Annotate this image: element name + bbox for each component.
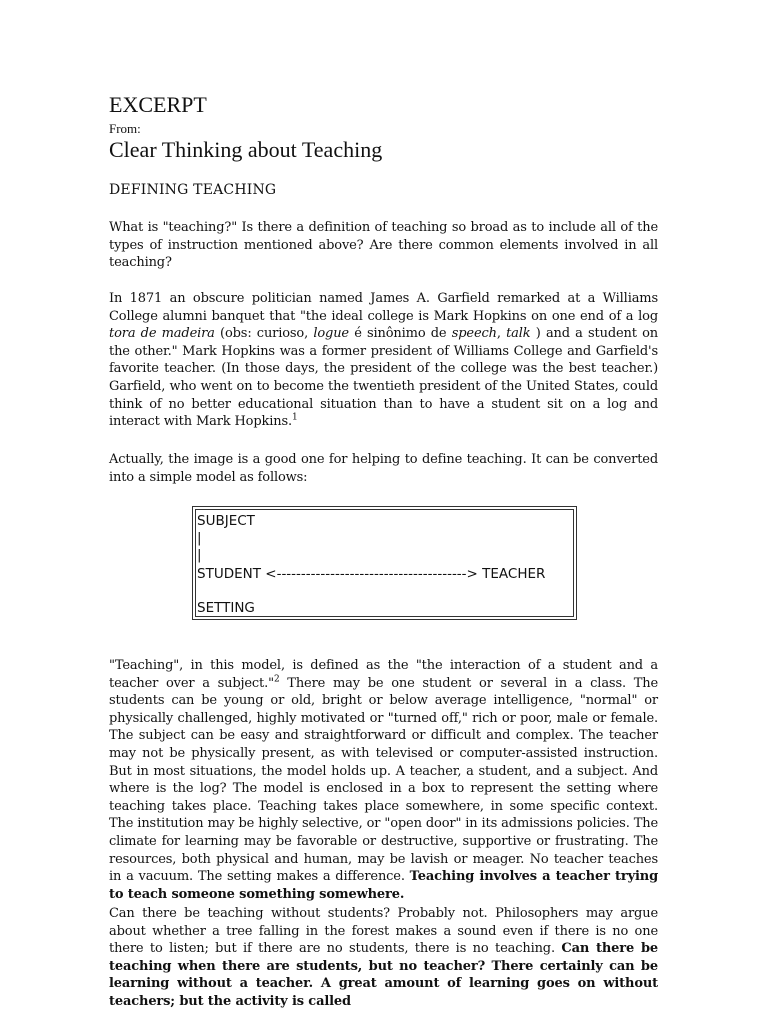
teaching-model-box — [192, 506, 577, 620]
model-definition-bold: Teaching involves a teacher trying to teach someone something somewhere. — [109, 869, 659, 902]
model-definition-text-2: There may be one student or several in a class. The students can be young or old, bright or below average intelligence, "normal" or physically challenged, highly motivated or "turned off," rich or poor, male or female. The subject can be easy and straightforward or difficult and complex. The teacher may not be physically present, as with televised or computer-assisted instruction. But in most situations, the model holds up. A teacher, a student, and a subject. And where is the log? The model is enclosed in a box to represent the setting where teaching takes place. Teaching takes place somewhere, in some specific context. The institution may be highly selective, or "open door" in its admissions policies. The climate for learning may be favorable or destructive, supportive or frustrating. The resources, both physical and human, may be lavish or meager. No teacher teaches in a vacuum. The setting makes a difference. — [109, 675, 659, 885]
paragraph-model-intro: Actually, the image is a good one for helping to define teaching. It can be converted into a simple model as follows: — [109, 452, 658, 485]
paragraph-model-definition — [109, 657, 658, 903]
paragraph-definition-question: What is "teaching?" Is there a definition of teaching so broad as to include all of the types of instruction mentioned above? Are there common elements involved in all teaching? — [109, 220, 658, 271]
model-student-teacher: STUDENT <---------------------------------------> TEACHER — [197, 566, 546, 582]
garfield-text-5: ) and a student on the other." Mark Hopkins was a former president of Williams College and Garfield's favorite teacher. (In those days, the president of the college was the best teacher.) Garfield, who went on to become the twentieth president of the United States, could think of no better educational situation than to have a student sit on a log and interact with Mark Hopkins. — [109, 326, 659, 430]
section-heading: DEFINING TEACHING — [109, 182, 277, 198]
model-setting: SETTING — [197, 600, 255, 616]
garfield-italic-4: talk — [506, 326, 531, 342]
students-teachers-text: Can there be teaching without students? Probably not. Philosophers may argue about whether a tree falling in the forest makes a sound even if there is no one there to listen; but if there are no students, there is no teaching. — [109, 906, 658, 957]
garfield-text-2: (obs: curioso, — [214, 326, 314, 342]
model-subject: SUBJECT — [197, 513, 255, 529]
garfield-italic-2: logue — [313, 326, 349, 342]
teaching-model-inner — [195, 509, 574, 617]
footnote-marker-1: 1 — [292, 412, 298, 423]
garfield-italic-1: tora de madeira — [109, 326, 215, 342]
model-connector-bar: | — [197, 547, 202, 563]
garfield-text-1: In 1871 an obscure politician named James A. Garfield remarked at a Williams College alumni banquet that "the ideal college is Mark Hopkins on one end of a log — [109, 291, 658, 324]
students-teachers-bold: Can there be teaching when there are students, but no teacher? There certainly can be learning without a teacher. A great amount of learning goes on without teachers; but the activity is called — [109, 941, 659, 1009]
garfield-italic-3: speech — [451, 326, 497, 342]
model-connector-bar: | — [197, 530, 202, 546]
footnote-marker-2: 2 — [273, 674, 280, 685]
paragraph-garfield — [109, 290, 658, 431]
garfield-text-3: é sinônimo de — [348, 326, 452, 342]
model-definition-text-1: "Teaching", in this model, is defined as the "the interaction of a student and a teacher over a subject." — [109, 658, 658, 691]
excerpt-label: EXCERPT — [109, 92, 207, 117]
paragraph-students-teachers — [109, 905, 658, 1011]
from-label: From: — [109, 121, 141, 136]
book-title: Clear Thinking about Teaching — [109, 137, 383, 162]
garfield-text-4: , — [496, 326, 507, 342]
